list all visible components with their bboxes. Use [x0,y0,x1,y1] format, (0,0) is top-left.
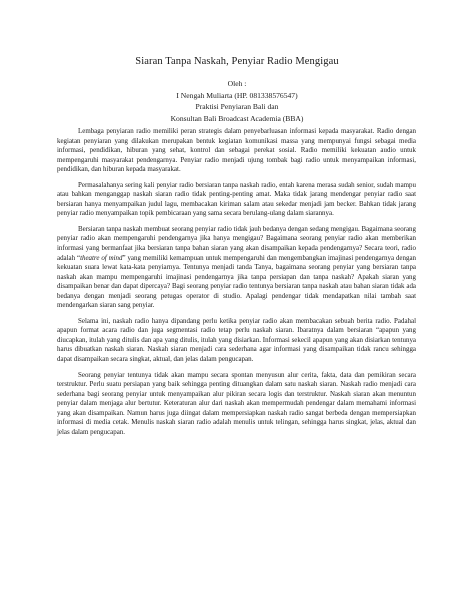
author-line-role: Praktisi Penyiaran Bali dan [195,102,279,112]
paragraph: Bersiaran tanpa naskah membuat seorang penyiar radio tidak jauh bedanya dengan sedang mengigau. Bagaimana seorang penyiar radio akan mempengaruhi pendengarnya jika hanya mengigau? Bagaimana seorang penyiar radio akan memberikan informasi yang bermanfaat jika bersiaran tanpa bahan siaran yang akan disampaikan kepada pendengarnya? Secara teori, radio adalah “theatre of mind” yang memiliki kemampuan untuk mempengaruhi dan mengembangkan imajinasi pendengarnya dengan kekuatan suara lewat kata-kata penyiarnya. Tentunya menjadi tanda Tanya, bagaimana seorang penyiar yang bersiaran tanpa naskah akan mampu mempengaruhi imajinasi pendengarnya jika tanpa persiapan dan tanpa naskah? Apakah siaran yang disampaikan benar dan dapat dipercaya? Bagi seorang penyiar radio tentunya bersiaran tanpa naskah atau bahan siaran tidak ada bedanya dengan menjadi seorang petugas operator di studio. Apalagi pendengar tidak mendapatkan nilai tambah saat mendengarkan siaran sang penyiar. [57,224,416,310]
document-title: Siaran Tanpa Naskah, Penyiar Radio Mengigau [135,56,339,67]
author-line-affiliation: Konsultan Bali Broadcast Academia (BBA) [170,113,304,123]
emphasis-phrase: theatre of mind [80,253,123,262]
article-body [57,127,416,437]
paragraph: Selama ini, naskah radio hanya dipandang perlu ketika penyiar radio akan membacakan sebuah berita radio. Padahal apapun format acara radio dan juga segmentasi radio tetap perlu naskah siaran. Ibaratnya dalam bersiaran “apapun yang diucapkan, itulah yang ditulis dan apa yang ditulis, itulah yang disiarkan. Informasi sekecil apapun yang akan disiarkan tentunya harus dibuatkan naskah siaran. Naskah siaran menjadi cara sederhana agar informasi yang disampaikan tidak rancu sehingga dapat disampaikan secara singkat, aktual, dan jelas dalam pengucapan. [57,316,416,364]
author-block [0,78,474,124]
author-line-by: Oleh : [227,79,247,88]
paragraph: Lembaga penyiaran radio memiliki peran strategis dalam penyebarluasan informasi kepada masyarakat. Radio dengan kegiatan penyiaran yang dilakukan merupakan bentuk kegiatan komunikasi massa yang mempunyai fungsi sebagai media informasi, pendidikan, hiburan yang sehat, kontrol dan sebagai perekat sosial. Radio memiliki kekuatan audio untuk mempengaruhi masyarakat pendengarnya. Penyiar radio menjadi ujung tombak bagi radio untuk menyampaikan informasi, pendidikan, dan hiburan kepada masyarakat. [57,127,416,174]
paragraph: Permasalahanya sering kali penyiar radio bersiaran tanpa naskah radio, entah karena merasa sudah senior, sudah mampu atau bahkan menganggap naskah siaran radio tidak penting-penting amat. Maka tidak jarang mendengar penyiar radio saat bersiaran hanya menyampaikan judul lagu, membacakan kiriman salam atau sekedar menjadi jam becker. Bahkan tidak jarang penyiar radio menyampaikan topik pembicaraan yang sama secara berulang-ulang dalam siarannya. [57,180,416,218]
author-line-name: I Nengah Muliarta (HP. 081338576547) [176,90,298,100]
paragraph: Seorang penyiar tentunya tidak akan mampu secara spontan menyusun alur cerita, fakta, data dan pemikiran secara terstruktur. Perlu suatu persiapan yang baik sehingga penting dituangkan dalam satu naskah siaran. Naskah radio menjadi cara sederhana bagi seorang penyiar untuk menyampaikan alur pikiran secara logis dan terstruktur. Naskah siaran akan menuntun penyiar dalam menjaga alur bertutur. Keteraturan alur dari naskah akan mempermudah pendengar dalam memahami informasi yang akan disampaikan. Namun harus juga diingat dalam mempersiapkan naskah radio sangat berbeda dengan mempersiapkan informasi di media cetak. Menulis naskah siaran radio adalah menulis untuk telingan, sehingga harus singkat, jelas, aktual dan jelas dalam pengucapan. [57,370,416,436]
